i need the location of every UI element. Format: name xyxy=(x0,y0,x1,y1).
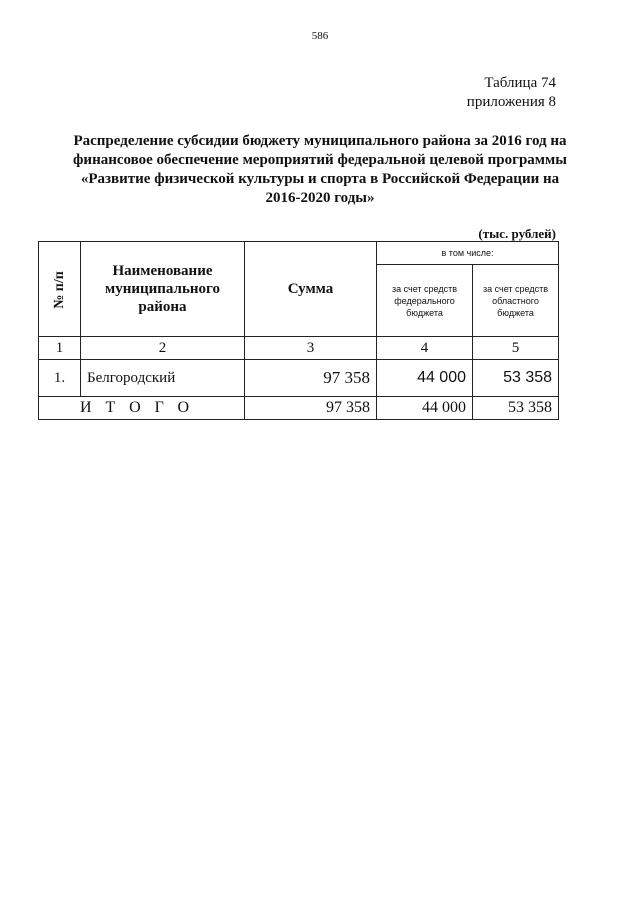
subsidy-table xyxy=(38,241,559,420)
appendix-reference-line: приложения 8 xyxy=(466,94,556,110)
header-num: № п/п xyxy=(39,242,81,337)
column-index: 5 xyxy=(473,337,559,360)
header-federal: за счет средств федерального бюджета xyxy=(377,265,473,337)
district-name: Белгородский xyxy=(81,360,245,397)
header-name: Наименование муниципального района xyxy=(81,242,245,337)
column-index-row xyxy=(39,337,559,360)
row-sum: 97 358 xyxy=(245,360,377,397)
table-reference xyxy=(467,74,556,112)
row-federal: 44 000 xyxy=(377,360,473,397)
header-row xyxy=(39,242,559,265)
table-row xyxy=(39,360,559,397)
row-regional: 53 358 xyxy=(473,360,559,397)
header-regional: за счет средств областного бюджета xyxy=(473,265,559,337)
title-line: финансовое обеспечение мероприятий федеральной целевой программы xyxy=(73,152,567,168)
page-number: 586 xyxy=(311,30,329,42)
total-regional: 53 358 xyxy=(473,397,559,420)
title-line: Распределение субсидии бюджету муниципального района за 2016 год на xyxy=(73,133,567,149)
total-label: ИТОГО xyxy=(39,397,245,420)
total-row xyxy=(39,397,559,420)
total-federal: 44 000 xyxy=(377,397,473,420)
row-number: 1. xyxy=(39,360,81,397)
header-including: в том числе: xyxy=(377,242,559,265)
header-sum: Сумма xyxy=(245,242,377,337)
table-reference-line: Таблица 74 xyxy=(484,75,556,91)
column-index: 2 xyxy=(81,337,245,360)
column-index: 1 xyxy=(39,337,81,360)
total-sum: 97 358 xyxy=(245,397,377,420)
units-label: (тыс. рублей) xyxy=(478,226,556,241)
title-line: 2016-2020 годы» xyxy=(265,190,375,206)
title-line: «Развитие физической культуры и спорта в Российской Федерации на xyxy=(80,171,560,187)
column-index: 4 xyxy=(377,337,473,360)
column-index: 3 xyxy=(245,337,377,360)
document-title xyxy=(40,132,600,208)
